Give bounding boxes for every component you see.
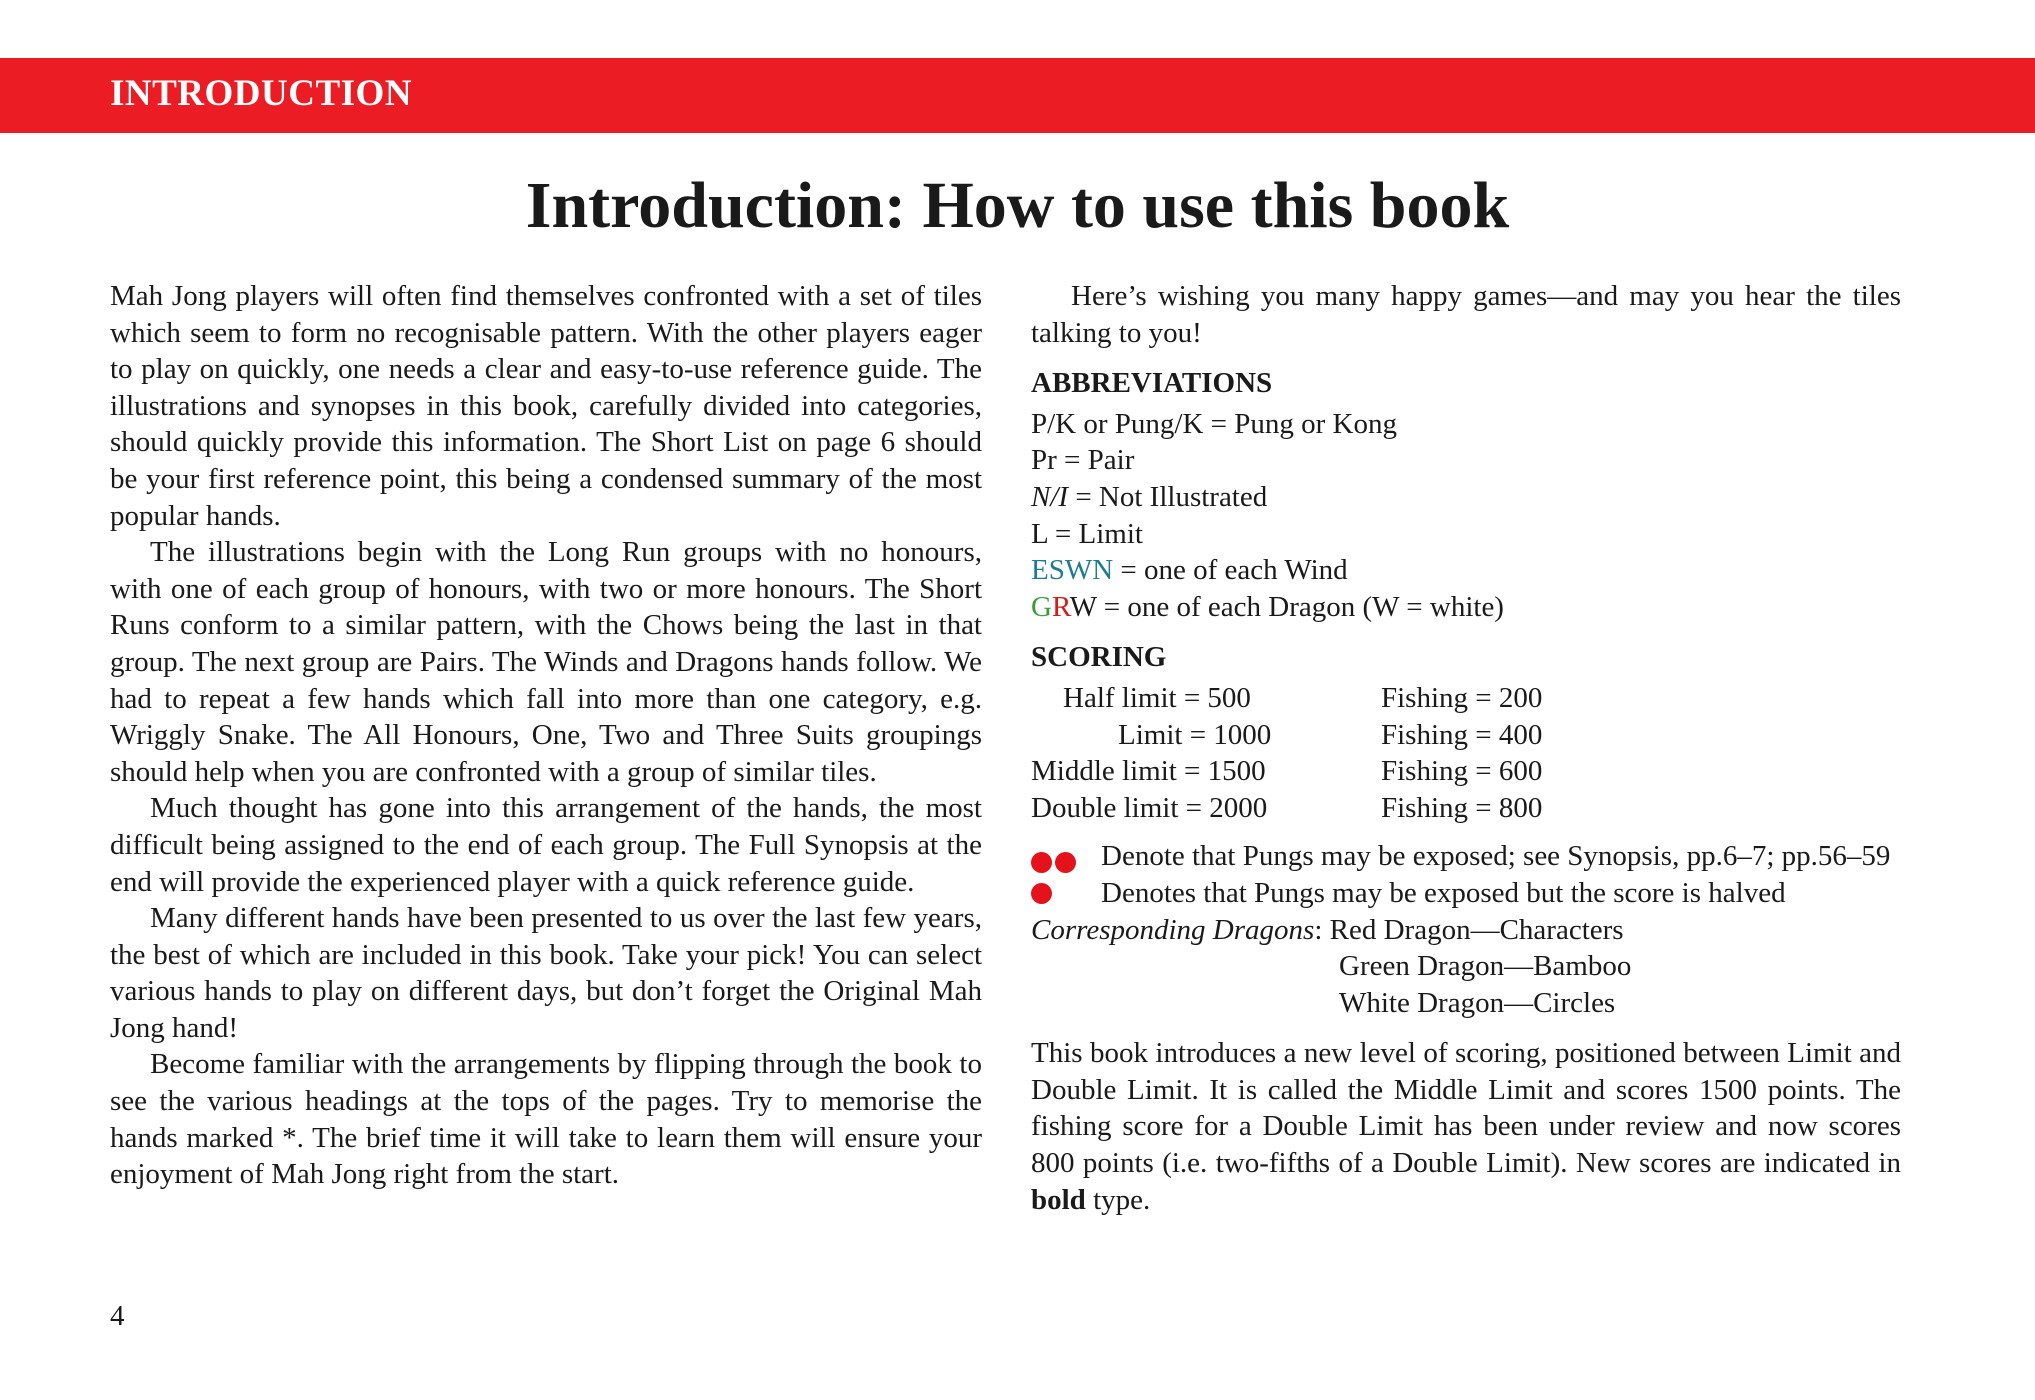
page-number: 4 [110,1300,125,1332]
fishing-value: Fishing = 600 [1381,755,1543,788]
abbr-eswn [1031,552,1901,589]
middle-limit-text-end: type. [1085,1183,1151,1216]
fishing-value: Fishing = 200 [1381,681,1543,714]
abbr-ni-code: N/I [1031,480,1069,513]
paragraph: Mah Jong players will often find themselves confronted with a set of tiles which seem to form no recognisable pattern. With the other players eager to play on quickly, one needs a clear and easy-to-use reference guide. The illustrations and synopses in this book, carefully divided into categories, should quickly provide this information. The Short List on page 6 should be your first reference point, this being a condensed summary of the most popular hands. [110,280,982,532]
fishing-value: Fishing = 400 [1381,718,1543,751]
abbr-grw-r: R [1051,590,1070,623]
scoring-heading: SCORING [1031,641,1167,674]
corresponding-dragons [1031,912,1901,1022]
abbr-ni-text: = Not Illustrated [1068,480,1268,513]
right-column [1031,278,1901,1218]
scoring-row [1031,753,1542,790]
dragon-green: Green Dragon—Bamboo [1339,950,1632,983]
dragons-colon: : [1314,913,1330,946]
scoring-row [1031,790,1542,827]
single-dot-icon [1031,883,1052,904]
paragraph: Become familiar with the arrangements by flipping through the book to see the various headings at the tops of the pages. Try to memorise the hands marked *. The brief time it will take to learn them will ensure your enjoyment of Mah Jong right from the start. [110,1048,982,1191]
paragraph: The illustrations begin with the Long Run groups with no honours, with one of each group of honours, with two or more honours. The Short Runs conform to a similar pattern, with the Chows being the last in that group. The next group are Pairs. The Winds and Dragons hands follow. We had to repeat a few hands which fall into more than one category, e.g. Wriggly Snake. The All Honours, One, Two and Three Suits groupings should help when you are confronted with a group of similar tiles. [110,536,982,788]
abbr-pr: Pr = Pair [1031,444,1135,477]
middle-limit-text: This book introduces a new level of scoring, positioned between Limit and Double Limit. It is called the Middle Limit and scores 1500 points. The fishing score for a Double Limit has been under review and now scores 800 points (i.e. two-fifths of a Double Limit). New scores are indicated in [1031,1037,1901,1180]
limit-value: Double limit = 2000 [1031,791,1268,824]
abbr-grw-text: W = one of each Dragon (W = white) [1069,590,1504,623]
fishing-value: Fishing = 800 [1381,791,1543,824]
dragon-white: White Dragon—Circles [1339,986,1616,1019]
dragon-red: Red Dragon—Characters [1329,913,1624,946]
double-dot-icon [1031,846,1079,883]
abbr-grw [1031,589,1901,626]
left-column [110,278,982,1193]
abbr-l: L = Limit [1031,517,1143,550]
middle-limit-paragraph [1031,1035,1901,1218]
limit-value: Limit = 1000 [1118,718,1272,751]
abbr-eswn-code: ESWN [1031,554,1114,587]
abbr-ni [1031,479,1901,516]
abbr-pk: P/K or Pung/K = Pung or Kong [1031,407,1397,440]
abbreviations-list [1031,406,1901,626]
abbr-eswn-text: = one of each Wind [1113,554,1348,587]
scoring-row [1031,717,1542,754]
double-dot-note: Denote that Pungs may be exposed; see Synopsis, pp.6–7; pp.56–59 [1101,840,1891,873]
page-title: Introduction: How to use this book [525,169,1510,242]
paragraph: Many different hands have been presented to us over the last few years, the best of which are included in this book. Take your pick! You can select various hands to play on different days, but don’t forget the Original Mah Jong hand! [110,902,982,1044]
scoring-table [1031,680,1542,826]
pung-notes [1031,838,1901,911]
bold-word: bold [1031,1183,1086,1216]
section-banner [0,58,2035,133]
limit-value: Half limit = 500 [1063,681,1251,714]
limit-value: Middle limit = 1500 [1031,755,1266,788]
dragons-label: Corresponding Dragons [1031,913,1315,946]
single-dot-note: Denotes that Pungs may be exposed but the score is halved [1101,876,1786,909]
section-label: INTRODUCTION [110,73,413,114]
abbreviations-heading: ABBREVIATIONS [1031,367,1273,400]
wishing-paragraph: Here’s wishing you many happy games—and may you hear the tiles talking to you! [1031,280,1901,349]
abbr-grw-g: G [1031,590,1052,623]
scoring-row [1031,680,1542,717]
paragraph: Much thought has gone into this arrangement of the hands, the most difficult being assigned to the end of each group. The Full Synopsis at the end will provide the experienced player with a quick reference guide. [110,792,982,898]
